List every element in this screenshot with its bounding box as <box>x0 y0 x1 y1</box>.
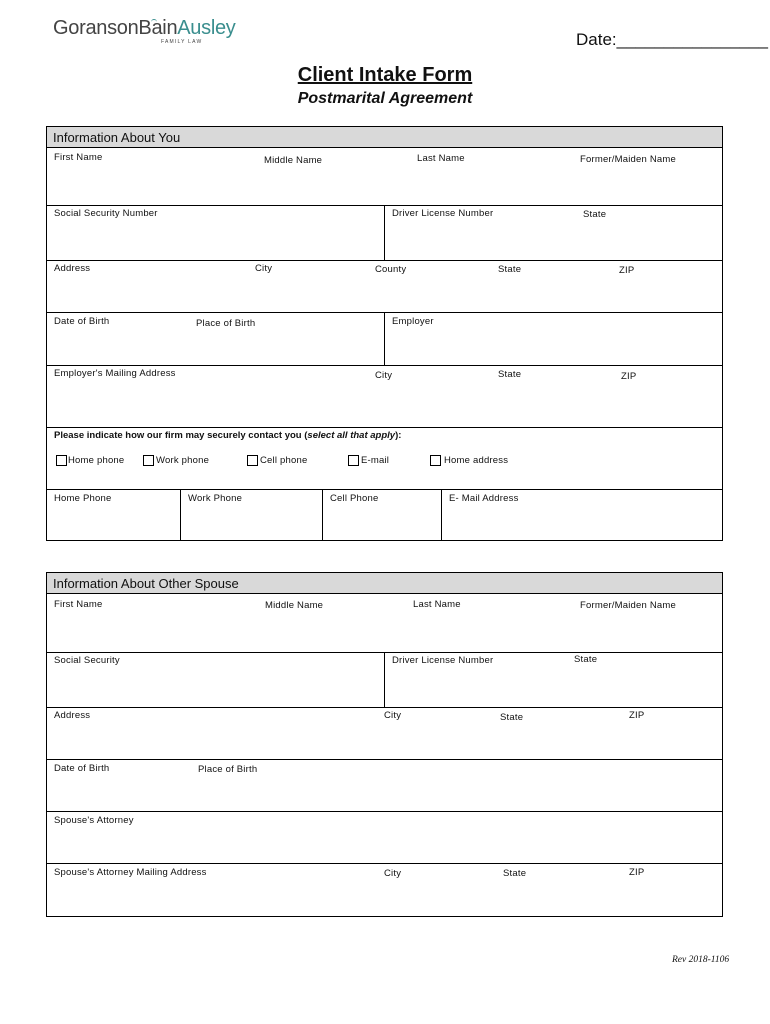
email-checkbox[interactable] <box>348 455 359 466</box>
work-phone-field[interactable]: Work Phone <box>188 493 243 504</box>
spouse-former-maiden-name-field[interactable]: Former/Maiden Name <box>580 600 676 611</box>
divider <box>384 652 385 707</box>
city-field[interactable]: City <box>255 263 273 274</box>
place-of-birth-field[interactable]: Place of Birth <box>196 318 256 329</box>
state-field[interactable]: State <box>498 264 522 275</box>
spouse-last-name-field[interactable]: Last Name <box>413 599 461 610</box>
form-title: Client Intake Form <box>297 64 473 86</box>
divider <box>46 759 723 760</box>
email-address-field[interactable]: E- Mail Address <box>449 493 519 504</box>
spouse-attorney-state-field[interactable]: State <box>503 868 527 879</box>
license-state-field[interactable]: State <box>583 209 607 220</box>
dob-field[interactable]: Date of Birth <box>54 316 110 327</box>
employer-city-field[interactable]: City <box>375 370 393 381</box>
divider <box>46 489 723 490</box>
spouse-state-field[interactable]: State <box>500 712 524 723</box>
section-heading-about-you: Information About You <box>46 126 723 148</box>
spouse-attorney-zip-field[interactable]: ZIP <box>629 867 645 878</box>
divider <box>180 489 181 541</box>
spouse-dob-field[interactable]: Date of Birth <box>54 763 110 774</box>
divider <box>46 707 723 708</box>
last-name-field[interactable]: Last Name <box>417 153 465 164</box>
spouse-middle-name-field[interactable]: Middle Name <box>265 600 324 611</box>
driver-license-field[interactable]: Driver License Number <box>392 208 494 219</box>
logo-mark-icon <box>151 19 157 24</box>
logo-text-accent: Ausley <box>177 17 236 39</box>
work-phone-checkbox[interactable] <box>143 455 154 466</box>
cell-phone-field[interactable]: Cell Phone <box>330 493 379 504</box>
first-name-field[interactable]: First Name <box>54 152 103 163</box>
divider <box>384 312 385 365</box>
spouse-address-field[interactable]: Address <box>54 710 91 721</box>
spouse-driver-license-field[interactable]: Driver License Number <box>392 655 494 666</box>
employer-state-field[interactable]: State <box>498 369 522 380</box>
spouse-first-name-field[interactable]: First Name <box>54 599 103 610</box>
divider <box>46 811 723 812</box>
date-field[interactable]: Date:________________ <box>576 30 768 49</box>
spouse-place-of-birth-field[interactable]: Place of Birth <box>198 764 258 775</box>
home-address-checkbox[interactable] <box>430 455 441 466</box>
middle-name-field[interactable]: Middle Name <box>264 155 323 166</box>
work-phone-option-label: Work phone <box>156 455 210 466</box>
divider <box>384 205 385 260</box>
cell-phone-checkbox[interactable] <box>247 455 258 466</box>
employer-address-field[interactable]: Employer's Mailing Address <box>54 368 176 379</box>
home-address-option-label: Home address <box>444 455 509 466</box>
spouse-license-state-field[interactable]: State <box>574 654 598 665</box>
ssn-field[interactable]: Social Security Number <box>54 208 158 219</box>
spouse-attorney-city-field[interactable]: City <box>384 868 402 879</box>
section-heading-other-spouse: Information About Other Spouse <box>46 572 723 594</box>
divider <box>46 863 723 864</box>
divider <box>46 260 723 261</box>
divider <box>46 427 723 428</box>
divider <box>322 489 323 541</box>
contact-prompt: Please indicate how our firm may securely contact you (select all that apply): <box>54 430 402 441</box>
spouse-attorney-address-field[interactable]: Spouse's Attorney Mailing Address <box>54 867 207 878</box>
logo-text-main: GoransonBain <box>53 17 178 39</box>
address-field[interactable]: Address <box>54 263 91 274</box>
divider <box>441 489 442 541</box>
home-phone-checkbox[interactable] <box>56 455 67 466</box>
cell-phone-option-label: Cell phone <box>260 455 308 466</box>
employer-field[interactable]: Employer <box>392 316 434 327</box>
spouse-ssn-field[interactable]: Social Security <box>54 655 120 666</box>
firm-logo <box>53 17 236 45</box>
revision-note: Rev 2018-1106 <box>672 955 730 965</box>
logo-subtitle: FAMILY LAW <box>161 39 203 45</box>
spouse-attorney-field[interactable]: Spouse's Attorney <box>54 815 134 826</box>
former-maiden-name-field[interactable]: Former/Maiden Name <box>580 154 676 165</box>
county-field[interactable]: County <box>375 264 407 275</box>
spouse-zip-field[interactable]: ZIP <box>629 710 645 721</box>
home-phone-option-label: Home phone <box>68 455 125 466</box>
home-phone-field[interactable]: Home Phone <box>54 493 112 504</box>
spouse-city-field[interactable]: City <box>384 710 402 721</box>
employer-zip-field[interactable]: ZIP <box>621 371 637 382</box>
zip-field[interactable]: ZIP <box>619 265 635 276</box>
form-subtitle: Postmarital Agreement <box>297 90 473 107</box>
divider <box>46 365 723 366</box>
email-option-label: E-mail <box>361 455 390 466</box>
